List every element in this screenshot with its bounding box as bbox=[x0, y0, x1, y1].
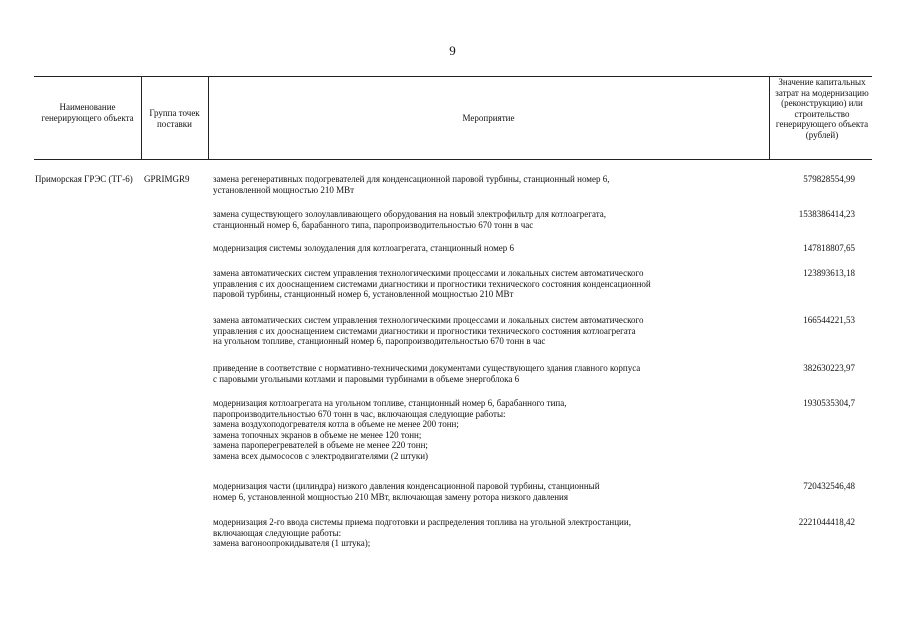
value-text: 720432546,48 bbox=[803, 481, 855, 491]
measure-text: замена регенеративных подогревателей для конденсационной паровой турбины, станционный номер 6, установленной мощностью 210 МВт bbox=[213, 174, 610, 195]
measure-text: замена автоматических систем управления технологическими процессами и локальных систем автоматического управления с их дооснащением системами диагностики и прогностики технического состояния котлоагрегата на угольном топливе, станционный номер 6, паропроизводительностью 670 тонн в час bbox=[213, 315, 644, 346]
header-group: Группа точек поставки bbox=[149, 108, 200, 129]
value-text: 382630223,97 bbox=[803, 363, 855, 373]
value-text: 1930535304,7 bbox=[803, 398, 855, 408]
measure-text: модернизация системы золоудаления для котлоагрегата, станционный номер 6 bbox=[213, 243, 515, 253]
table-top-rule bbox=[34, 76, 872, 77]
measure-text: приведение в соответствие с нормативно-техническими документами существующего здания главного корпуса с паровыми угольными котлами и паровыми турбинами в объеме энергоблока 6 bbox=[213, 363, 641, 384]
header-object-name: Наименование генерирующего объекта bbox=[41, 102, 134, 123]
value-text: 166544221,53 bbox=[803, 315, 855, 325]
measure-text: замена существующего золоулавливающего оборудования на новый электрофильтр для котлоагрегата, станционный номер 6, барабанного типа, паропроизводительностью 670 тонн в час bbox=[213, 209, 607, 230]
table-header-rule bbox=[34, 159, 872, 160]
group-code: GPRIMGR9 bbox=[144, 174, 190, 184]
measure-text: модернизация котлоагрегата на угольном топливе, станционный номер 6, барабанного типа, паропроизводительностью 670 тонн в час, включающая следующие работы: замена воздухоподогревателя котла в объеме не менее 200 тонн; замена топочных экранов в объеме не менее 120 тонн; замена пароперегревателей в объеме не менее 220 тонн; замена всех дымососов с электродвигателями (2 штуки) bbox=[213, 398, 567, 461]
measure-text: модернизация 2-го ввода системы приема подготовки и распределения топлива на угольной электростанции, включающая следующие работы: замена вагоноопрокидывателя (1 штука); bbox=[213, 517, 631, 548]
measure-text: модернизация части (цилиндра) низкого давления конденсационной паровой турбины, станционный номер 6, установленной мощностью 210 МВт, включающая замену ротора низкого давления bbox=[213, 481, 600, 502]
value-text: 147818807,65 bbox=[803, 243, 855, 253]
header-measure: Мероприятие bbox=[462, 113, 515, 123]
column-divider bbox=[769, 76, 770, 159]
object-name: Приморская ГРЭС (ТГ-6) bbox=[35, 174, 133, 184]
header-value: Значение капитальных затрат на модернизацию (реконструкцию) или строительство генерирующего объекта (рублей) bbox=[775, 77, 869, 140]
value-text: 123893613,18 bbox=[803, 268, 855, 278]
value-text: 1538386414,23 bbox=[798, 209, 855, 219]
value-text: 579828554,99 bbox=[803, 174, 855, 184]
measure-text: замена автоматических систем управления технологическими процессами и локальных систем автоматического управления с их дооснащением системами диагностики и прогностики технического состояния конденсационной паровой турбины, станционный номер 6, установленной мощностью 210 МВт bbox=[213, 268, 651, 299]
value-text: 2221044418,42 bbox=[798, 517, 855, 527]
page-number: 9 bbox=[449, 43, 456, 58]
